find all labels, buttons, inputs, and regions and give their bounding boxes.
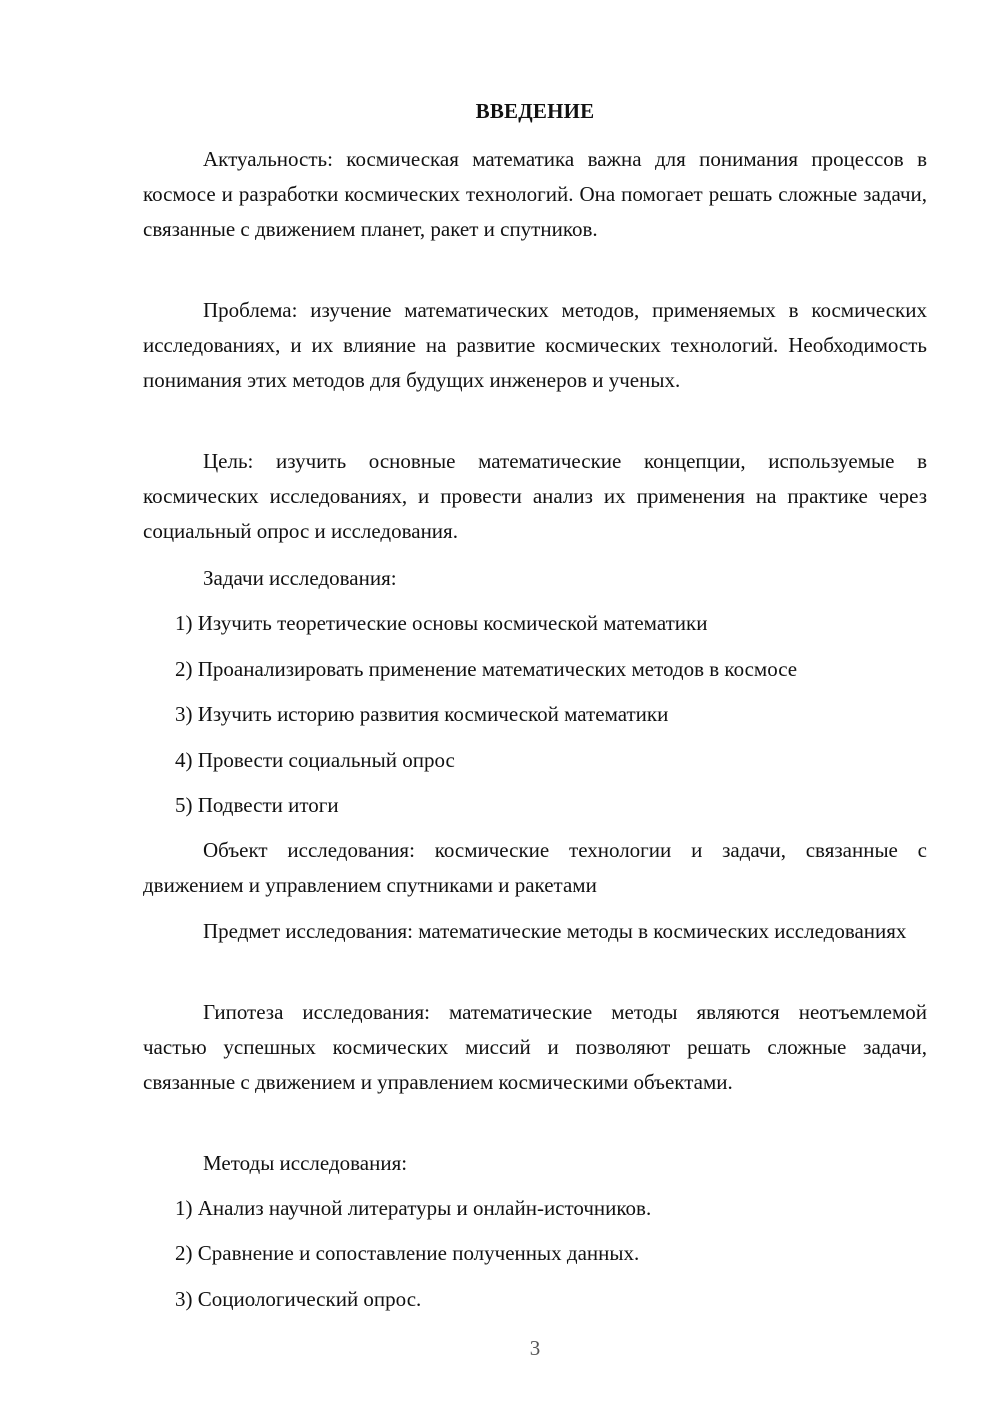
task-item: 1) Изучить теоретические основы космической математики xyxy=(175,611,708,635)
task-item: 2) Проанализировать применение математических методов в космосе xyxy=(175,657,798,681)
method-item: 2) Сравнение и сопоставление полученных данных. xyxy=(175,1241,640,1265)
task-item: 3) Изучить историю развития космической математики xyxy=(175,702,669,726)
page-number: 3 xyxy=(529,1336,541,1360)
page-title: ВВЕДЕНИЕ xyxy=(475,99,595,123)
task-item: 4) Провести социальный опрос xyxy=(175,748,455,772)
subject-paragraph: Предмет исследования: математические методы в космических исследованиях xyxy=(203,919,907,943)
relevance-paragraph: Актуальность: космическая математика важна для понимания процессов в космосе и разработки космических технологий. Она помогает решать сложные задачи, связанные с движением планет, ракет и спутников. xyxy=(143,147,927,241)
object-paragraph: Объект исследования: космические технологии и задачи, связанные с движением и управлением спутниками и ракетами xyxy=(143,838,927,897)
problem-paragraph: Проблема: изучение математических методов, применяемых в космических исследованиях, и их влияние на развитие космических технологий. Необходимость понимания этих методов для будущих инженеров и ученых. xyxy=(143,298,927,392)
hypothesis-paragraph: Гипотеза исследования: математические методы являются неотъемлемой частью успешных космических миссий и позволяют решать сложные задачи, связанные с движением и управлением космическими объектами. xyxy=(143,1000,927,1094)
methods-heading: Методы исследования: xyxy=(203,1151,408,1175)
method-item: 1) Анализ научной литературы и онлайн-источников. xyxy=(175,1196,652,1220)
method-item: 3) Социологический опрос. xyxy=(175,1287,422,1311)
goal-paragraph: Цель: изучить основные математические концепции, используемые в космических исследованиях, и провести анализ их применения на практике через социальный опрос и исследования. xyxy=(143,449,927,543)
tasks-heading: Задачи исследования: xyxy=(203,566,397,590)
task-item: 5) Подвести итоги xyxy=(175,793,339,817)
